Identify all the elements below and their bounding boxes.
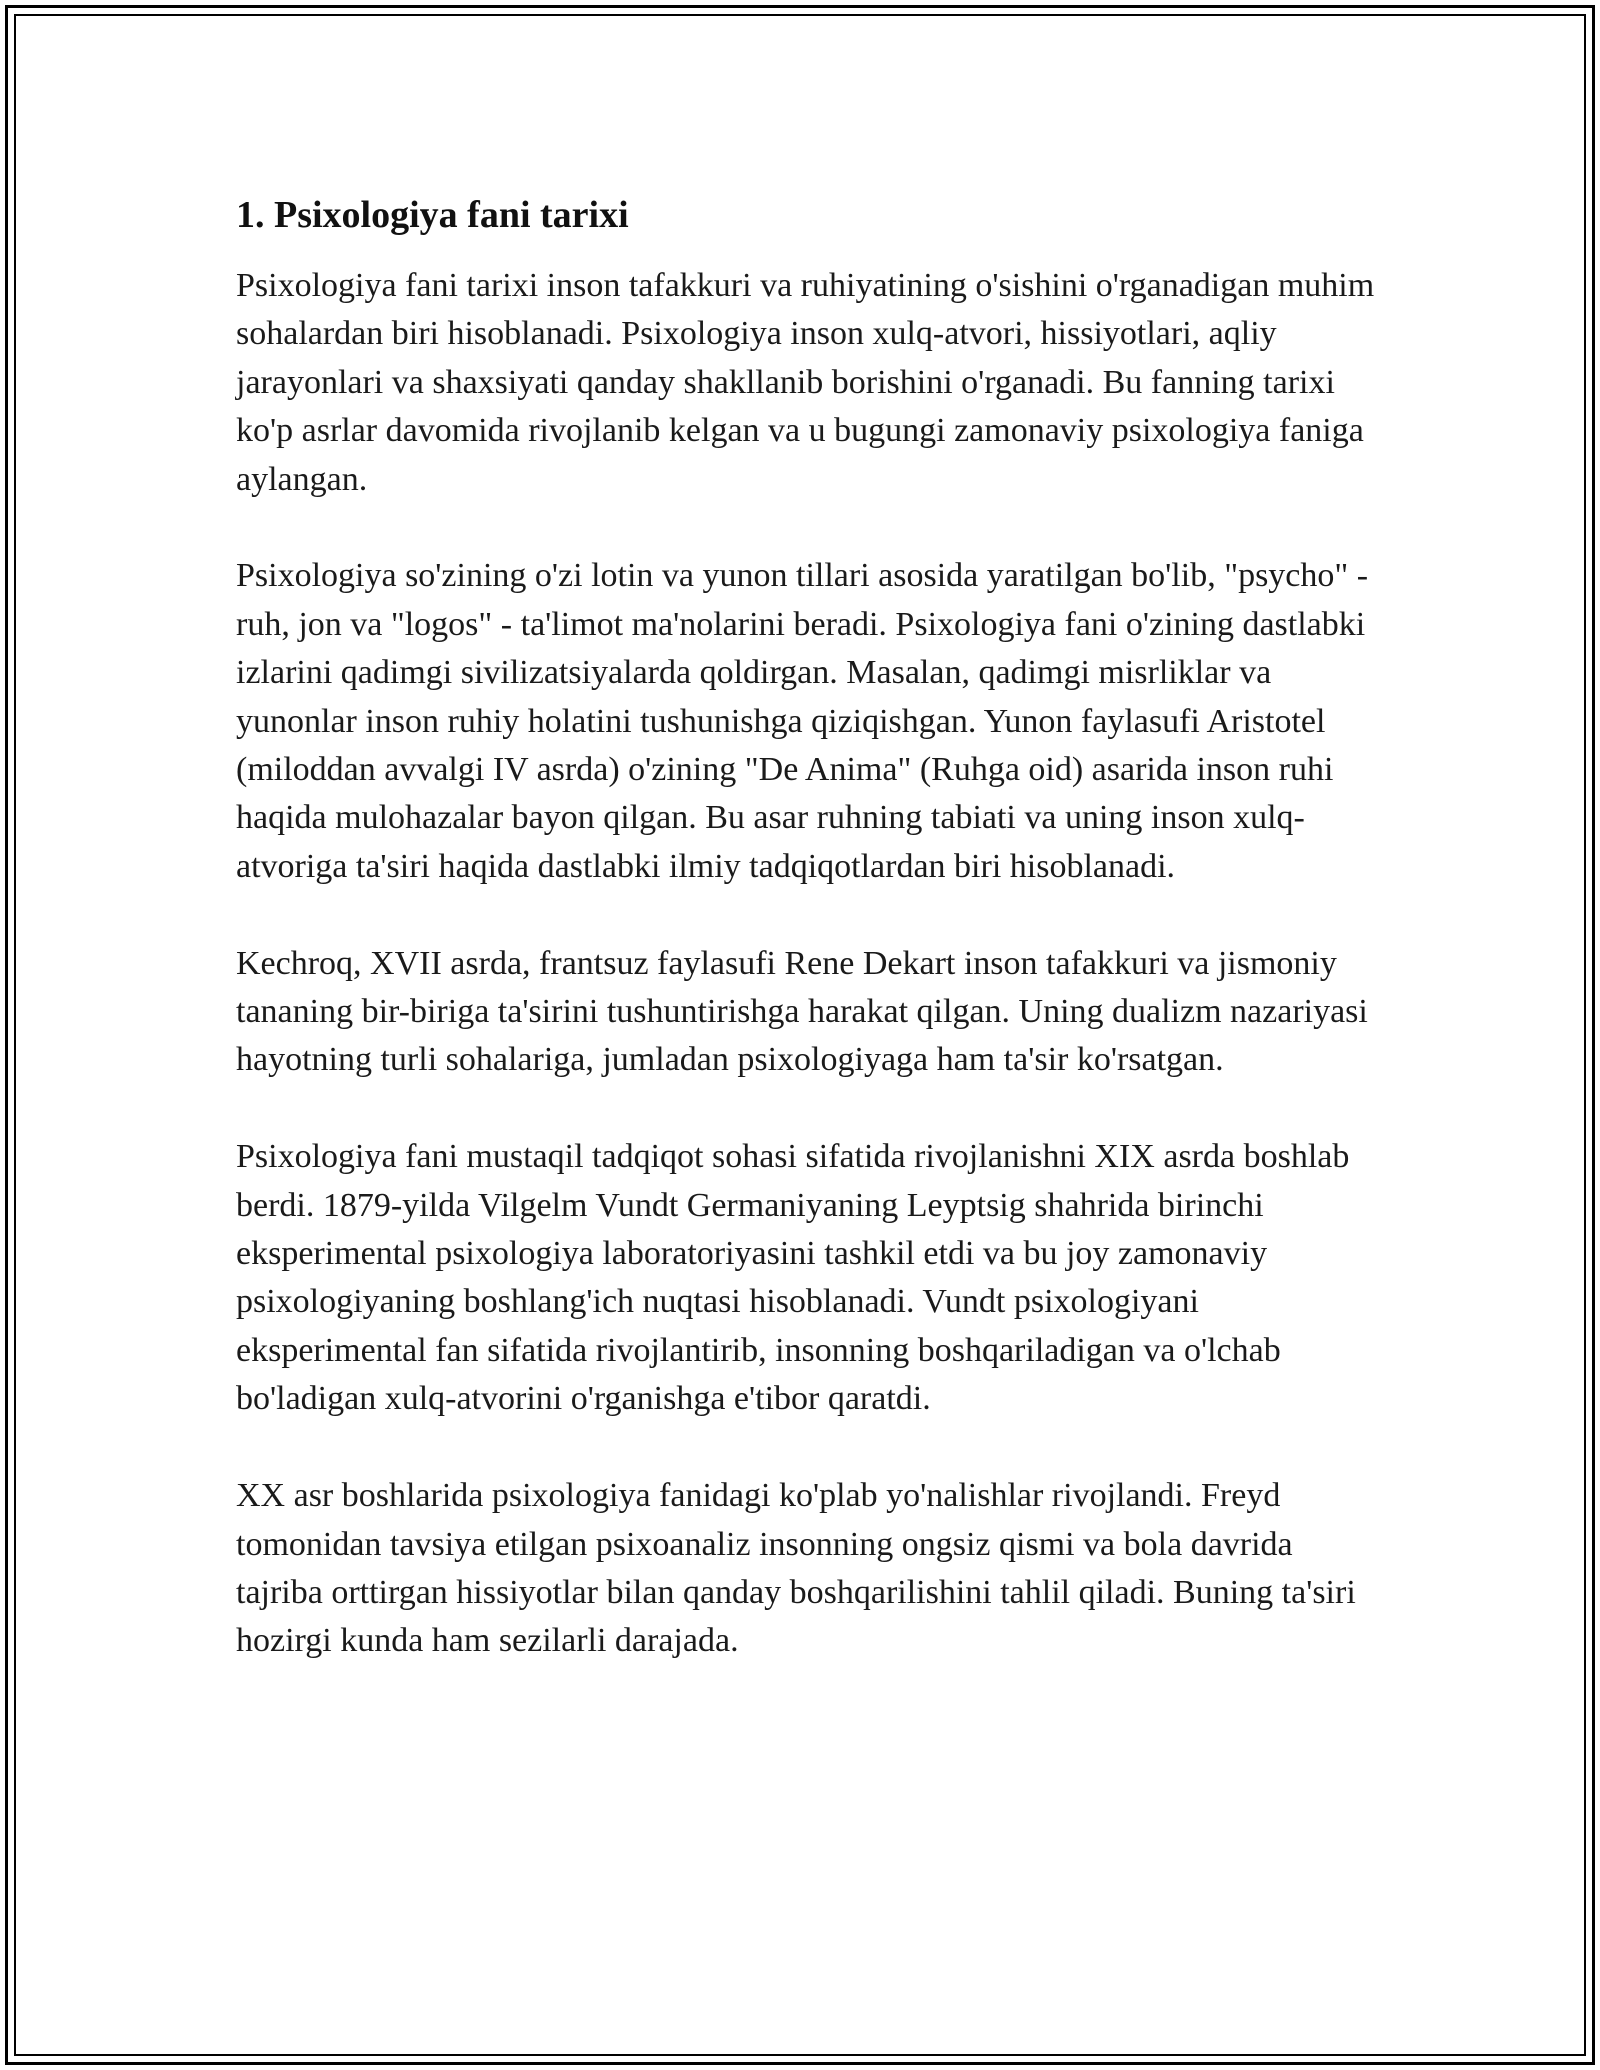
paragraph-intro: Psixologiya fani tarixi inson tafakkuri va ruhiyatining o'sishini o'rganadigan muhim sohalardan biri hisoblanadi. Psixologiya inson xulq-atvori, hissiyotlari, aqliy jarayonlari va shaxsiyati qanday shakllanib borishini o'rganadi. Bu fanning tarixi ko'p asrlar davomida rivojlanib kelgan va u bugungi zamonaviy psixologiya faniga aylangan. <box>236 267 1375 498</box>
document-body <box>236 190 1386 1714</box>
paragraph-twentieth-century: XX asr boshlarida psixologiya fanidagi ko'plab yo'nalishlar rivojlandi. Freyd tomonidan tavsiya etilgan psixoanaliz insonning ongsiz qismi va bola davrida tajriba orttirgan hissiyotlar bilan qanday boshqarilishini tahlil qiladi. Buning ta'siri hozirgi kunda ham sezilarli darajada. <box>236 1477 1356 1660</box>
paragraph-etymology: Psixologiya so'zining o'zi lotin va yunon tillari asosida yaratilgan bo'lib, "psycho" - ruh, jon va "logos" - ta'limot ma'nolarini beradi. Psixologiya fani o'zining dastlabki izlarini qadimgi sivilizatsiyalarda qoldirgan. Masalan, qadimgi misrliklar va yunonlar inson ruhiy holatini tushunishga qiziqishgan. Yunon faylasufi Aristotel (miloddan avvalgi IV asrda) o'zining "De Anima" (Ruhga oid) asarida inson ruhi haqida mulohazalar bayon qilgan. Bu asar ruhning tabiati va uning inson xulq-atvoriga ta'siri haqida dastlabki ilmiy tadqiqotlardan biri hisoblanadi. <box>236 557 1369 885</box>
paragraph-descartes: Kechroq, XVII asrda, frantsuz faylasufi Rene Dekart inson tafakkuri va jismoniy tananing bir-biriga ta'sirini tushuntirishga harakat qilgan. Uning dualizm nazariyasi hayotning turli sohalariga, jumladan psixologiyaga ham ta'sir ko'rsatgan. <box>236 944 1368 1079</box>
section-heading: 1. Psixologiya fani tarixi <box>236 194 629 236</box>
paragraph-wundt: Psixologiya fani mustaqil tadqiqot sohasi sifatida rivojlanishni XIX asrda boshlab berdi. 1879-yilda Vilgelm Vundt Germaniyaning Leyptsig shahrida birinchi eksperimental psixologiya laboratoriyasini tashkil etdi va bu joy zamonaviy psixologiyaning boshlang'ich nuqtasi hisoblanadi. Vundt psixologiyani eksperimental fan sifatida rivojlantirib, insonning boshqariladigan va o'lchab bo'ladigan xulq-atvorini o'rganishga e'tibor qaratdi. <box>236 1138 1350 1418</box>
